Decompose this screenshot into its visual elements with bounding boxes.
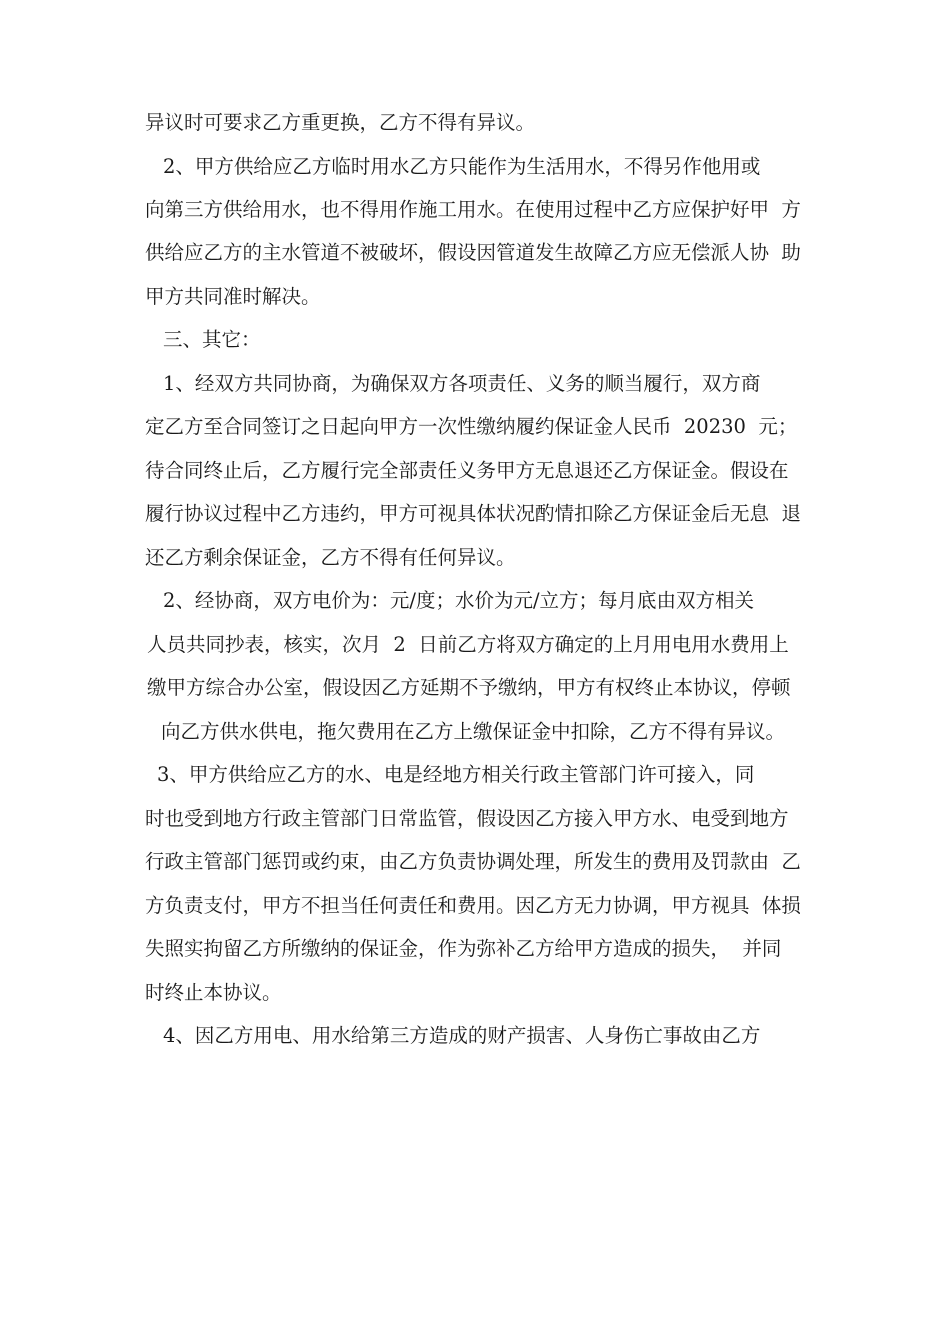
text-line: 时终止本协议。 bbox=[145, 981, 282, 1004]
text-line: 时也受到地方行政主管部门日常监管，假设因乙方接入甲方水、电受到地方 bbox=[145, 807, 789, 830]
text-line: 2、经协商，双方电价为：元/度；水价为元/立方；每月底由双方相关 bbox=[163, 589, 755, 612]
text-line: 缴甲方综合办公室，假设因乙方延期不予缴纳，甲方有权终止本协议，停顿 bbox=[147, 676, 791, 699]
text-line: 异议时可要求乙方重更换，乙方不得有异议。 bbox=[145, 111, 536, 134]
text-line: 失照实拘留乙方所缴纳的保证金，作为弥补乙方给甲方造成的损失， 并同 bbox=[145, 937, 782, 960]
text-line: 人员共同抄表，核实，次月 2 日前乙方将双方确定的上月用电用水费用上 bbox=[147, 633, 789, 656]
text-line: 履行协议过程中乙方违约，甲方可视具体状况酌情扣除乙方保证金后无息 退 bbox=[145, 502, 801, 525]
text-line: 定乙方至合同签订之日起向甲方一次性缴纳履约保证金人民币 20230 元； bbox=[145, 415, 798, 438]
section-heading: 三、其它： bbox=[163, 328, 261, 351]
text-line: 向乙方供水供电，拖欠费用在乙方上缴保证金中扣除，乙方不得有异议。 bbox=[161, 720, 786, 743]
text-line: 3、甲方供给应乙方的水、电是经地方相关行政主管部门许可接入，同 bbox=[157, 763, 755, 786]
text-line: 2、甲方供给应乙方临时用水乙方只能作为生活用水，不得另作他用或 bbox=[163, 155, 761, 178]
text-line: 还乙方剩余保证金，乙方不得有任何异议。 bbox=[145, 546, 516, 569]
text-line: 供给应乙方的主水管道不被破坏，假设因管道发生故障乙方应无偿派人协 助 bbox=[145, 241, 801, 264]
text-line: 甲方共同准时解决。 bbox=[145, 285, 321, 308]
text-line: 待合同终止后，乙方履行完全部责任义务甲方无息退还乙方保证金。假设在 bbox=[145, 459, 789, 482]
text-line: 4、因乙方用电、用水给第三方造成的财产损害、人身伤亡事故由乙方 bbox=[163, 1024, 761, 1047]
text-line: 行政主管部门惩罚或约束，由乙方负责协调处理，所发生的费用及罚款由 乙 bbox=[145, 850, 801, 873]
text-line: 向第三方供给用水，也不得用作施工用水。在使用过程中乙方应保护好甲 方 bbox=[145, 198, 801, 221]
text-line: 1、经双方共同协商，为确保双方各项责任、义务的顺当履行，双方商 bbox=[163, 372, 761, 395]
text-line: 方负责支付，甲方不担当任何责任和费用。因乙方无力协调，甲方视具 体损 bbox=[145, 894, 801, 917]
